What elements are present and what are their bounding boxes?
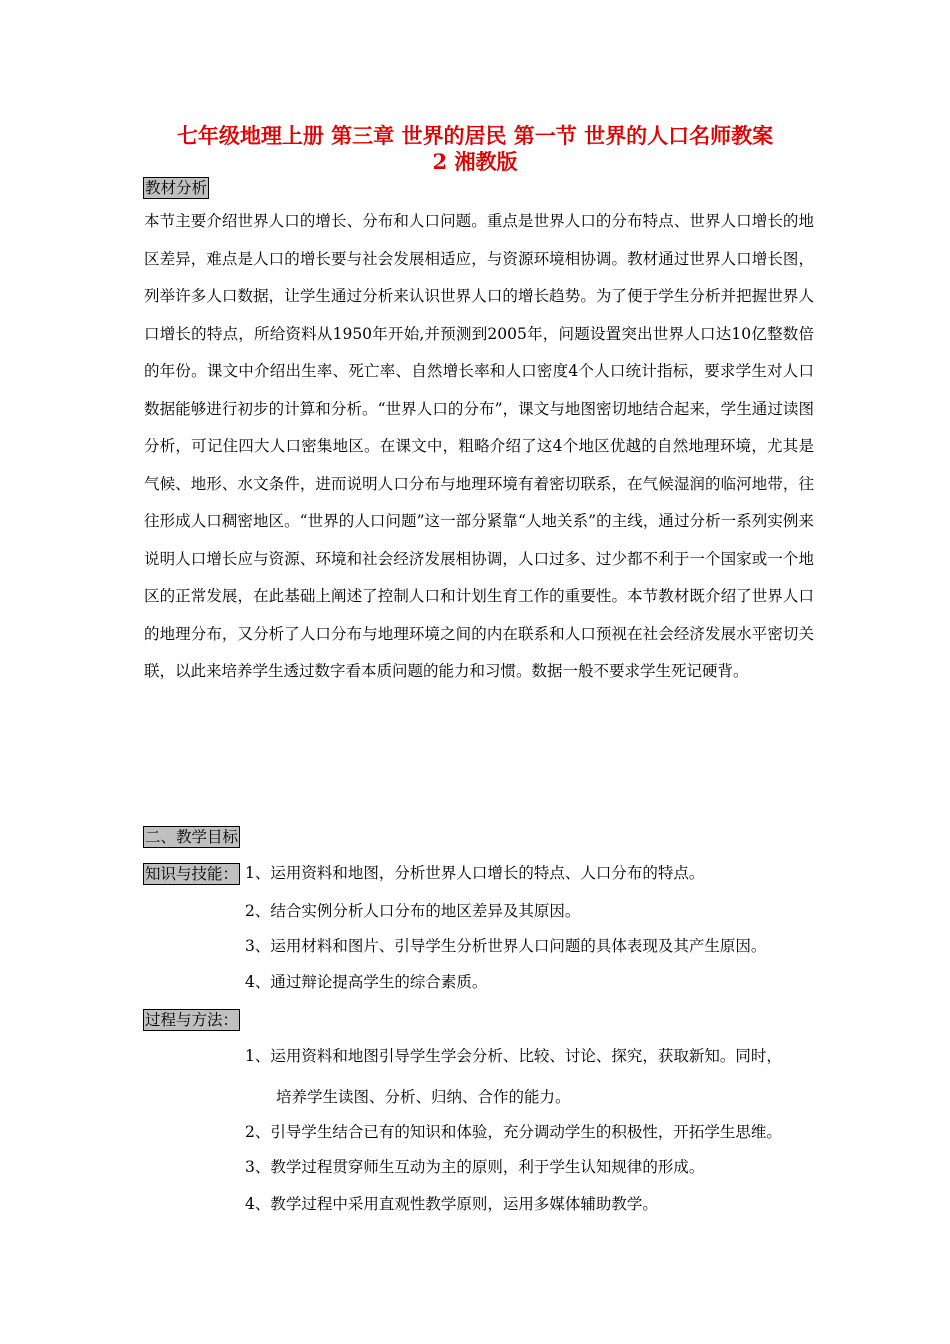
process-item-2: 2、引导学生结合已有的知识和体验，充分调动学生的积极性，开拓学生思维。 [245,1123,782,1141]
knowledge-item-4: 4、通过辩论提高学生的综合素质。 [245,973,488,991]
document-title-line-1: 七年级地理上册 第三章 世界的居民 第一节 世界的人口名师教案 [176,123,774,148]
materials-analysis-paragraph: 本节主要介绍世界人口的增长、分布和人口问题。重点是世界人口的分布特点、世界人口增长的地区差异，难点是人口的增长要与社会发展相适应，与资源环境相协调。教材通过世界人口增长图，列举许多人口数据，让学生通过分析来认识世界人口的增长趋势。为了便于学生分析并把握世界人口增长的特点，所给资料从1950年开始,并预测到2005年，问题设置突出世界人口达10亿整数倍的年份。课文中介绍出生率、死亡率、自然增长率和人口密度4个人口统计指标，要求学生对人口数据能够进行初步的计算和分析。“世界人口的分布”，课文与地图密切地结合起来，学生通过读图分析，可记住四大人口密集地区。在课文中，粗略介绍了这4个地区优越的自然地理环境，尤其是气候、地形、水文条件，进而说明人口分布与地理环境有着密切联系，在气候湿润的临河地带，往往形成人口稠密地区。“世界的人口问题”这一部分紧靠“人地关系”的主线，通过分析一系列实例来说明人口增长应与资源、环境和社会经济发展相协调，人口过多、过少都不利于一个国家或一个地区的正常发展，在此基础上阐述了控制人口和计划生育工作的重要性。本节教材既介绍了世界人口的地理分布，又分析了人口分布与地理环境之间的内在联系和人口预视在社会经济发展水平密切关联，以此来培养学生透过数字看本质问题的能力和习惯。数据一般不要求学生死记硬背。 [144,212,814,680]
process-item-1: 1、运用资料和地图引导学生学会分析、比较、讨论、探究，获取新知。同时， [245,1047,782,1065]
process-methods-label: 过程与方法： [145,1011,239,1029]
process-item-3: 3、教学过程贯穿师生互动为主的原则，利于学生认知规律的形成。 [245,1158,705,1176]
process-item-1-continued: 培养学生读图、分析、归纳、合作的能力。 [276,1088,571,1106]
process-item-4: 4、教学过程中采用直观性教学原则，运用多媒体辅助教学。 [245,1195,658,1213]
knowledge-item-1: 1、运用资料和地图，分析世界人口增长的特点、人口分布的特点。 [245,864,705,882]
document-title-line-2: 2 湘教版 [432,149,518,174]
knowledge-skills-label: 知识与技能： [145,865,239,883]
section-heading-materials: 教材分析 [145,179,208,197]
knowledge-item-3: 3、运用材料和图片、引导学生分析世界人口问题的具体表现及其产生原因。 [245,937,767,955]
section-heading-teaching-goals: 二、教学目标 [145,828,239,846]
knowledge-item-2: 2、结合实例分析人口分布的地区差异及其原因。 [245,902,581,920]
